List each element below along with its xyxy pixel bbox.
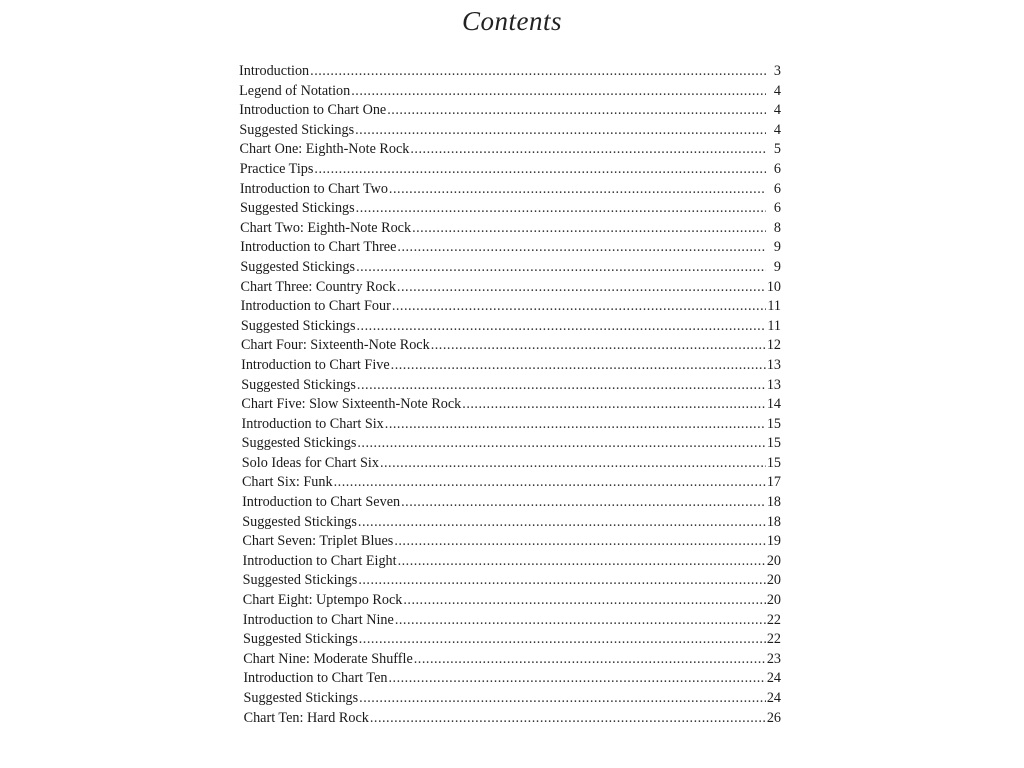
toc-dot-leader (358, 513, 766, 533)
toc-entry (239, 650, 781, 670)
toc-entry-title: Chart Six: Funk (241, 474, 333, 491)
toc-entry-page-number: 11 (767, 317, 781, 334)
toc-entry (239, 395, 781, 415)
toc-entry-page-number: 17 (766, 474, 781, 491)
toc-entry-page-number: 4 (773, 82, 781, 99)
toc-entry-page-number: 11 (767, 298, 781, 315)
toc-entry-page-number: 23 (766, 650, 781, 667)
toc-dot-leader (351, 82, 766, 102)
toc-dot-leader (397, 238, 766, 258)
toc-entry-title: Suggested Stickings (241, 435, 357, 452)
toc-entry-page-number: 22 (766, 631, 781, 648)
toc-entry-title: Suggested Stickings (242, 513, 357, 530)
toc-entry-page-number: 12 (766, 337, 781, 354)
toc-entry-title: Legend of Notation (239, 82, 351, 99)
toc-dot-leader (412, 219, 766, 239)
toc-entry (239, 199, 781, 219)
toc-entry (239, 454, 781, 474)
toc-entry-title: Solo Ideas for Chart Six (241, 454, 379, 471)
toc-entry (239, 180, 781, 200)
toc-dot-leader (356, 199, 766, 219)
toc-dot-leader (401, 493, 766, 513)
toc-entry-page-number: 13 (766, 356, 781, 373)
toc-entry (239, 219, 781, 239)
toc-dot-leader (314, 160, 766, 180)
toc-entry-page-number: 24 (766, 690, 781, 706)
toc-entry (239, 513, 781, 533)
toc-entry-title: Chart Two: Eighth-Note Rock (240, 219, 412, 236)
toc-entry-page-number: 5 (773, 141, 781, 158)
toc-entry (239, 62, 781, 82)
toc-entry (239, 238, 781, 258)
toc-entry (239, 317, 781, 337)
toc-entry-page-number: 9 (773, 239, 781, 256)
page-title: Contents (461, 6, 562, 36)
toc-entry (239, 336, 781, 356)
toc-entry-page-number: 15 (766, 454, 781, 471)
toc-entry-title: Introduction to Chart Seven (242, 494, 401, 511)
toc-entry-page-number: 18 (766, 494, 781, 511)
toc-entry-page-number: 20 (766, 572, 781, 589)
toc-entry-title: Suggested Stickings (240, 258, 356, 275)
toc-entry-page-number: 26 (766, 709, 781, 726)
toc-entry-title: Suggested Stickings (242, 572, 358, 589)
toc-entry-page-number: 6 (773, 180, 781, 197)
toc-entry (239, 258, 781, 278)
toc-dot-leader (387, 101, 766, 121)
toc-entry-title: Suggested Stickings (239, 200, 355, 217)
toc-entry (239, 278, 781, 298)
toc-dot-leader (462, 395, 766, 415)
toc-entry (239, 160, 781, 180)
toc-entry-title: Introduction to Chart Nine (242, 611, 394, 628)
toc-dot-leader (310, 62, 766, 82)
table-of-contents (239, 62, 781, 728)
toc-entry-title: Chart Eight: Uptempo Rock (242, 592, 403, 609)
toc-dot-leader (392, 297, 766, 317)
toc-entry-title: Chart Ten: Hard Rock (243, 709, 369, 726)
toc-entry (239, 689, 781, 709)
toc-entry (239, 356, 781, 376)
toc-entry-title: Chart Four: Sixteenth-Note Rock (240, 337, 430, 354)
toc-entry-page-number: 22 (766, 611, 781, 628)
toc-entry (239, 434, 781, 454)
toc-entry-page-number: 10 (766, 278, 781, 295)
toc-entry (239, 709, 781, 729)
toc-entry-title: Introduction to Chart Four (240, 298, 391, 315)
toc-entry (239, 611, 781, 631)
toc-dot-leader (356, 258, 766, 278)
toc-entry-title: Chart One: Eighth-Note Rock (239, 141, 410, 158)
toc-dot-leader (358, 571, 766, 591)
toc-dot-leader (385, 415, 766, 435)
toc-entry-title: Suggested Stickings (243, 690, 359, 706)
toc-entry-title: Chart Seven: Triplet Blues (242, 533, 394, 550)
toc-dot-leader (334, 473, 766, 493)
toc-entry-title: Introduction to Chart Eight (242, 552, 397, 569)
toc-dot-leader (388, 669, 765, 689)
toc-entry-page-number: 14 (766, 396, 781, 413)
toc-dot-leader (359, 630, 766, 650)
toc-entry (239, 669, 781, 689)
toc-entry (239, 297, 781, 317)
toc-entry-title: Suggested Stickings (241, 376, 356, 393)
toc-entry-page-number: 4 (773, 102, 781, 119)
toc-entry-title: Introduction to Chart Ten (243, 670, 388, 687)
toc-dot-leader (380, 454, 766, 474)
toc-dot-leader (395, 611, 766, 631)
toc-entry (239, 101, 781, 121)
toc-entry-title: Introduction to Chart One (239, 102, 387, 119)
toc-entry-page-number: 20 (766, 592, 781, 609)
toc-entry-title: Practice Tips (239, 160, 314, 177)
toc-entry-title: Introduction to Chart Six (241, 415, 384, 432)
toc-dot-leader (355, 121, 766, 141)
toc-dot-leader (398, 552, 766, 572)
toc-entry (239, 552, 781, 572)
toc-entry-page-number: 3 (773, 63, 781, 79)
toc-entry-title: Chart Five: Slow Sixteenth-Note Rock (241, 396, 462, 413)
toc-entry-page-number: 9 (773, 258, 781, 275)
toc-entry (239, 415, 781, 435)
toc-entry (239, 376, 781, 396)
toc-entry-title: Introduction to Chart Three (240, 239, 397, 256)
toc-dot-leader (394, 532, 766, 552)
toc-entry (239, 473, 781, 493)
toc-dot-leader (359, 689, 766, 709)
toc-entry-title: Chart Three: Country Rock (240, 278, 396, 295)
toc-dot-leader (357, 434, 765, 454)
toc-entry-page-number: 15 (766, 435, 781, 452)
toc-entry-page-number: 6 (773, 160, 781, 177)
toc-dot-leader (357, 317, 767, 337)
toc-entry-title: Introduction to Chart Two (239, 180, 388, 197)
toc-entry-page-number: 8 (773, 219, 781, 236)
toc-entry-title: Introduction to Chart Five (241, 356, 390, 373)
toc-dot-leader (431, 336, 766, 356)
toc-entry-page-number: 13 (766, 376, 781, 393)
toc-entry (239, 493, 781, 513)
toc-entry (239, 140, 781, 160)
toc-entry-page-number: 6 (773, 200, 781, 217)
toc-dot-leader (389, 180, 766, 200)
toc-entry-title: Suggested Stickings (240, 317, 356, 334)
toc-entry (239, 630, 781, 650)
toc-entry-title: Suggested Stickings (239, 121, 355, 138)
toc-entry-page-number: 18 (766, 513, 781, 530)
toc-dot-leader (397, 278, 766, 298)
toc-entry (239, 591, 781, 611)
toc-dot-leader (410, 140, 766, 160)
toc-dot-leader (403, 591, 765, 611)
toc-entry (239, 532, 781, 552)
toc-entry (239, 82, 781, 102)
toc-dot-leader (357, 376, 766, 396)
toc-entry (239, 121, 781, 141)
toc-dot-leader (414, 650, 766, 670)
toc-entry-page-number: 19 (766, 533, 781, 550)
toc-entry-page-number: 20 (766, 552, 781, 569)
toc-dot-leader (391, 356, 766, 376)
toc-entry (239, 571, 781, 591)
toc-entry-page-number: 15 (766, 415, 781, 432)
toc-entry-page-number: 4 (773, 121, 781, 138)
toc-dot-leader (370, 709, 766, 729)
toc-entry-title: Chart Nine: Moderate Shuffle (243, 650, 413, 667)
toc-entry-page-number: 24 (766, 670, 781, 687)
toc-entry-title: Suggested Stickings (243, 631, 358, 648)
toc-entry-title: Introduction (239, 63, 310, 79)
